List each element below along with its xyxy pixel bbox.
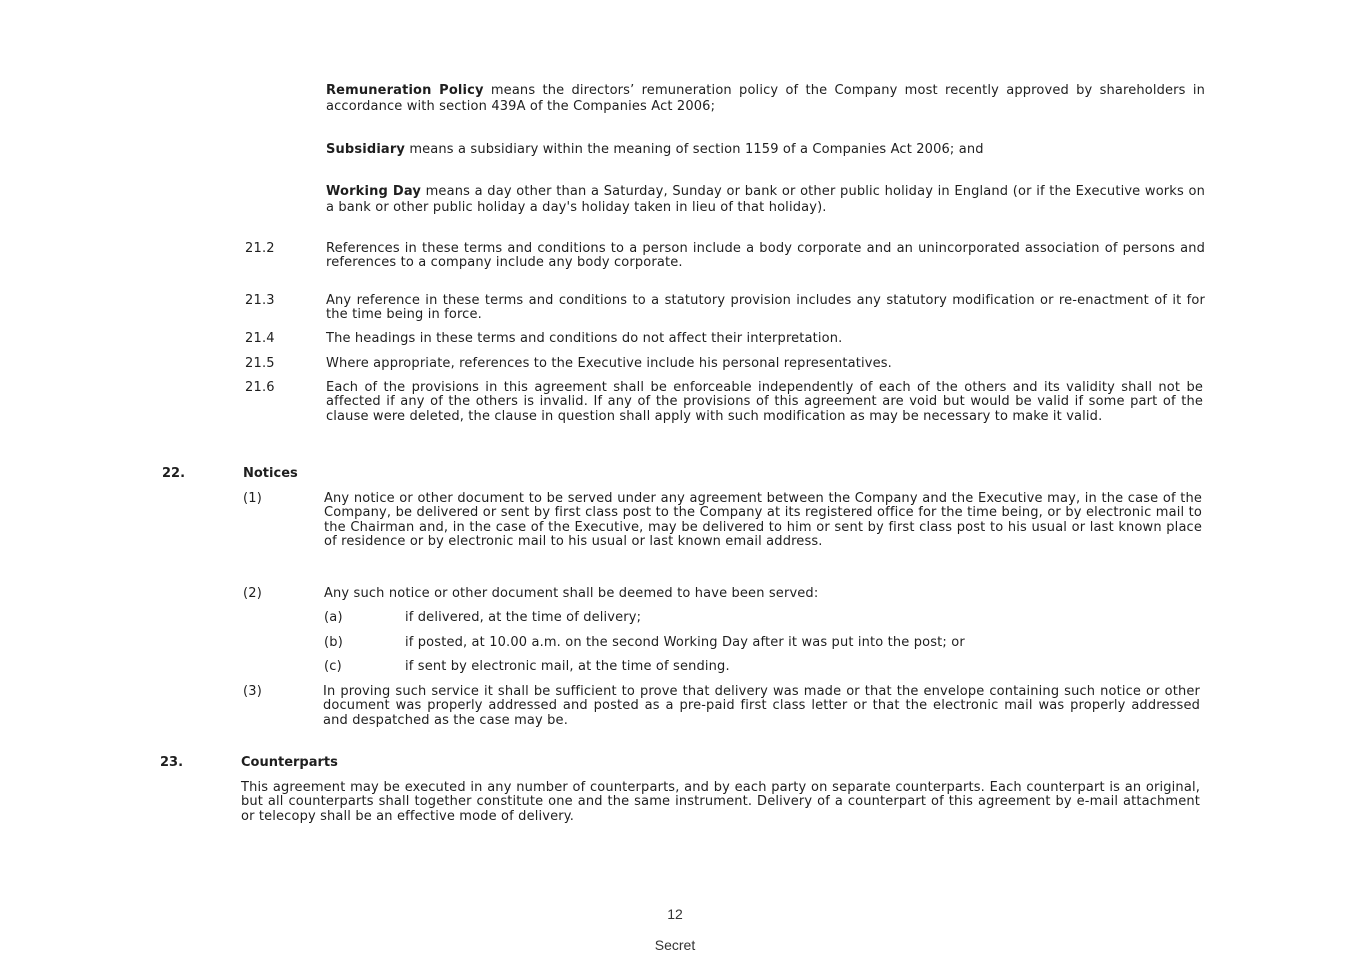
notice-item-number: (2) [243,586,263,601]
clause-number: 21.5 [245,356,275,371]
counterparts-text: This agreement may be executed in any number of counterparts, and by each party on separate counterparts. Each counterpart is an original, but all counterparts shall together constitute one and the same instrument. Delivery of a counterpart of this agreement by e-mail attachment or telecopy shall be an effective mode of delivery. [241,780,1200,824]
section-number: 23. [160,755,184,770]
notice-subitem-number: (b) [324,635,343,650]
notice-subitem-text: if sent by electronic mail, at the time of sending. [405,659,730,674]
clause-number: 21.2 [245,241,275,256]
clause-number: 21.3 [245,293,275,308]
definition-text: means the directors’ remuneration policy of the Company most recently approved by shareholders in accordance with section 439A of the Companies Act 2006; [326,83,1205,114]
clause-text: The headings in these terms and conditions do not affect their interpretation. [326,331,843,346]
notice-item-text: In proving such service it shall be sufficient to prove that delivery was made or that the envelope containing such notice or other document was properly addressed and posted as a pre-paid first class letter or that the electronic mail was properly addressed and despatched as the case may be. [323,684,1200,728]
clause-number: 21.4 [245,331,275,346]
definition-working-day [326,184,1205,216]
notice-item-number: (1) [243,491,263,506]
classification-label: Secret [654,937,696,953]
clause-text: Any reference in these terms and conditions to a statutory provision includes any statutory modification or re-enactment of it for the time being in force. [326,293,1205,323]
definition-term: Working Day [326,184,422,199]
notice-item-text: Any such notice or other document shall be deemed to have been served: [324,586,819,601]
clause-text: Where appropriate, references to the Executive include his personal representatives. [326,356,892,371]
section-number: 22. [162,466,186,481]
definition-text: means a subsidiary within the meaning of section 1159 of a Companies Act 2006; and [405,142,984,157]
notice-subitem-number: (c) [324,659,342,674]
definition-text: means a day other than a Saturday, Sunday or bank or other public holiday in England (or if the Executive works on a bank or other public holiday a day's holiday taken in lieu of that holiday). [326,184,1205,215]
notice-item-text: Any notice or other document to be served under any agreement between the Company and the Executive may, in the case of the Company, be delivered or sent by first class post to the Company at its registered office for the time being, or by electronic mail to the Chairman and, in the case of the Executive, may be delivered to him or sent by first class post to his usual or last known place of residence or by electronic mail to his usual or last known email address. [324,491,1202,550]
definition-term: Remuneration Policy [326,83,484,98]
page-number: 12 [667,906,683,922]
clause-text: References in these terms and conditions to a person include a body corporate and an unincorporated association of persons and references to a company include any body corporate. [326,241,1205,271]
section-heading: Notices [243,466,298,481]
notice-subitem-text: if posted, at 10.00 a.m. on the second Working Day after it was put into the post; or [405,635,965,650]
definition-subsidiary [326,142,1205,158]
notice-item-number: (3) [243,684,263,699]
definition-remuneration-policy [326,83,1205,115]
notice-subitem-number: (a) [324,610,343,625]
definition-term: Subsidiary [326,142,406,157]
clause-number: 21.6 [245,380,275,395]
clause-text: Each of the provisions in this agreement shall be enforceable independently of each of the others and its validity shall not be affected if any of the others is invalid. If any of the provisions of this agreement are void but would be valid if some part of the clause were deleted, the clause in question shall apply with such modification as may be necessary to make it valid. [326,380,1203,424]
notice-subitem-text: if delivered, at the time of delivery; [405,610,642,625]
section-heading: Counterparts [241,755,338,770]
